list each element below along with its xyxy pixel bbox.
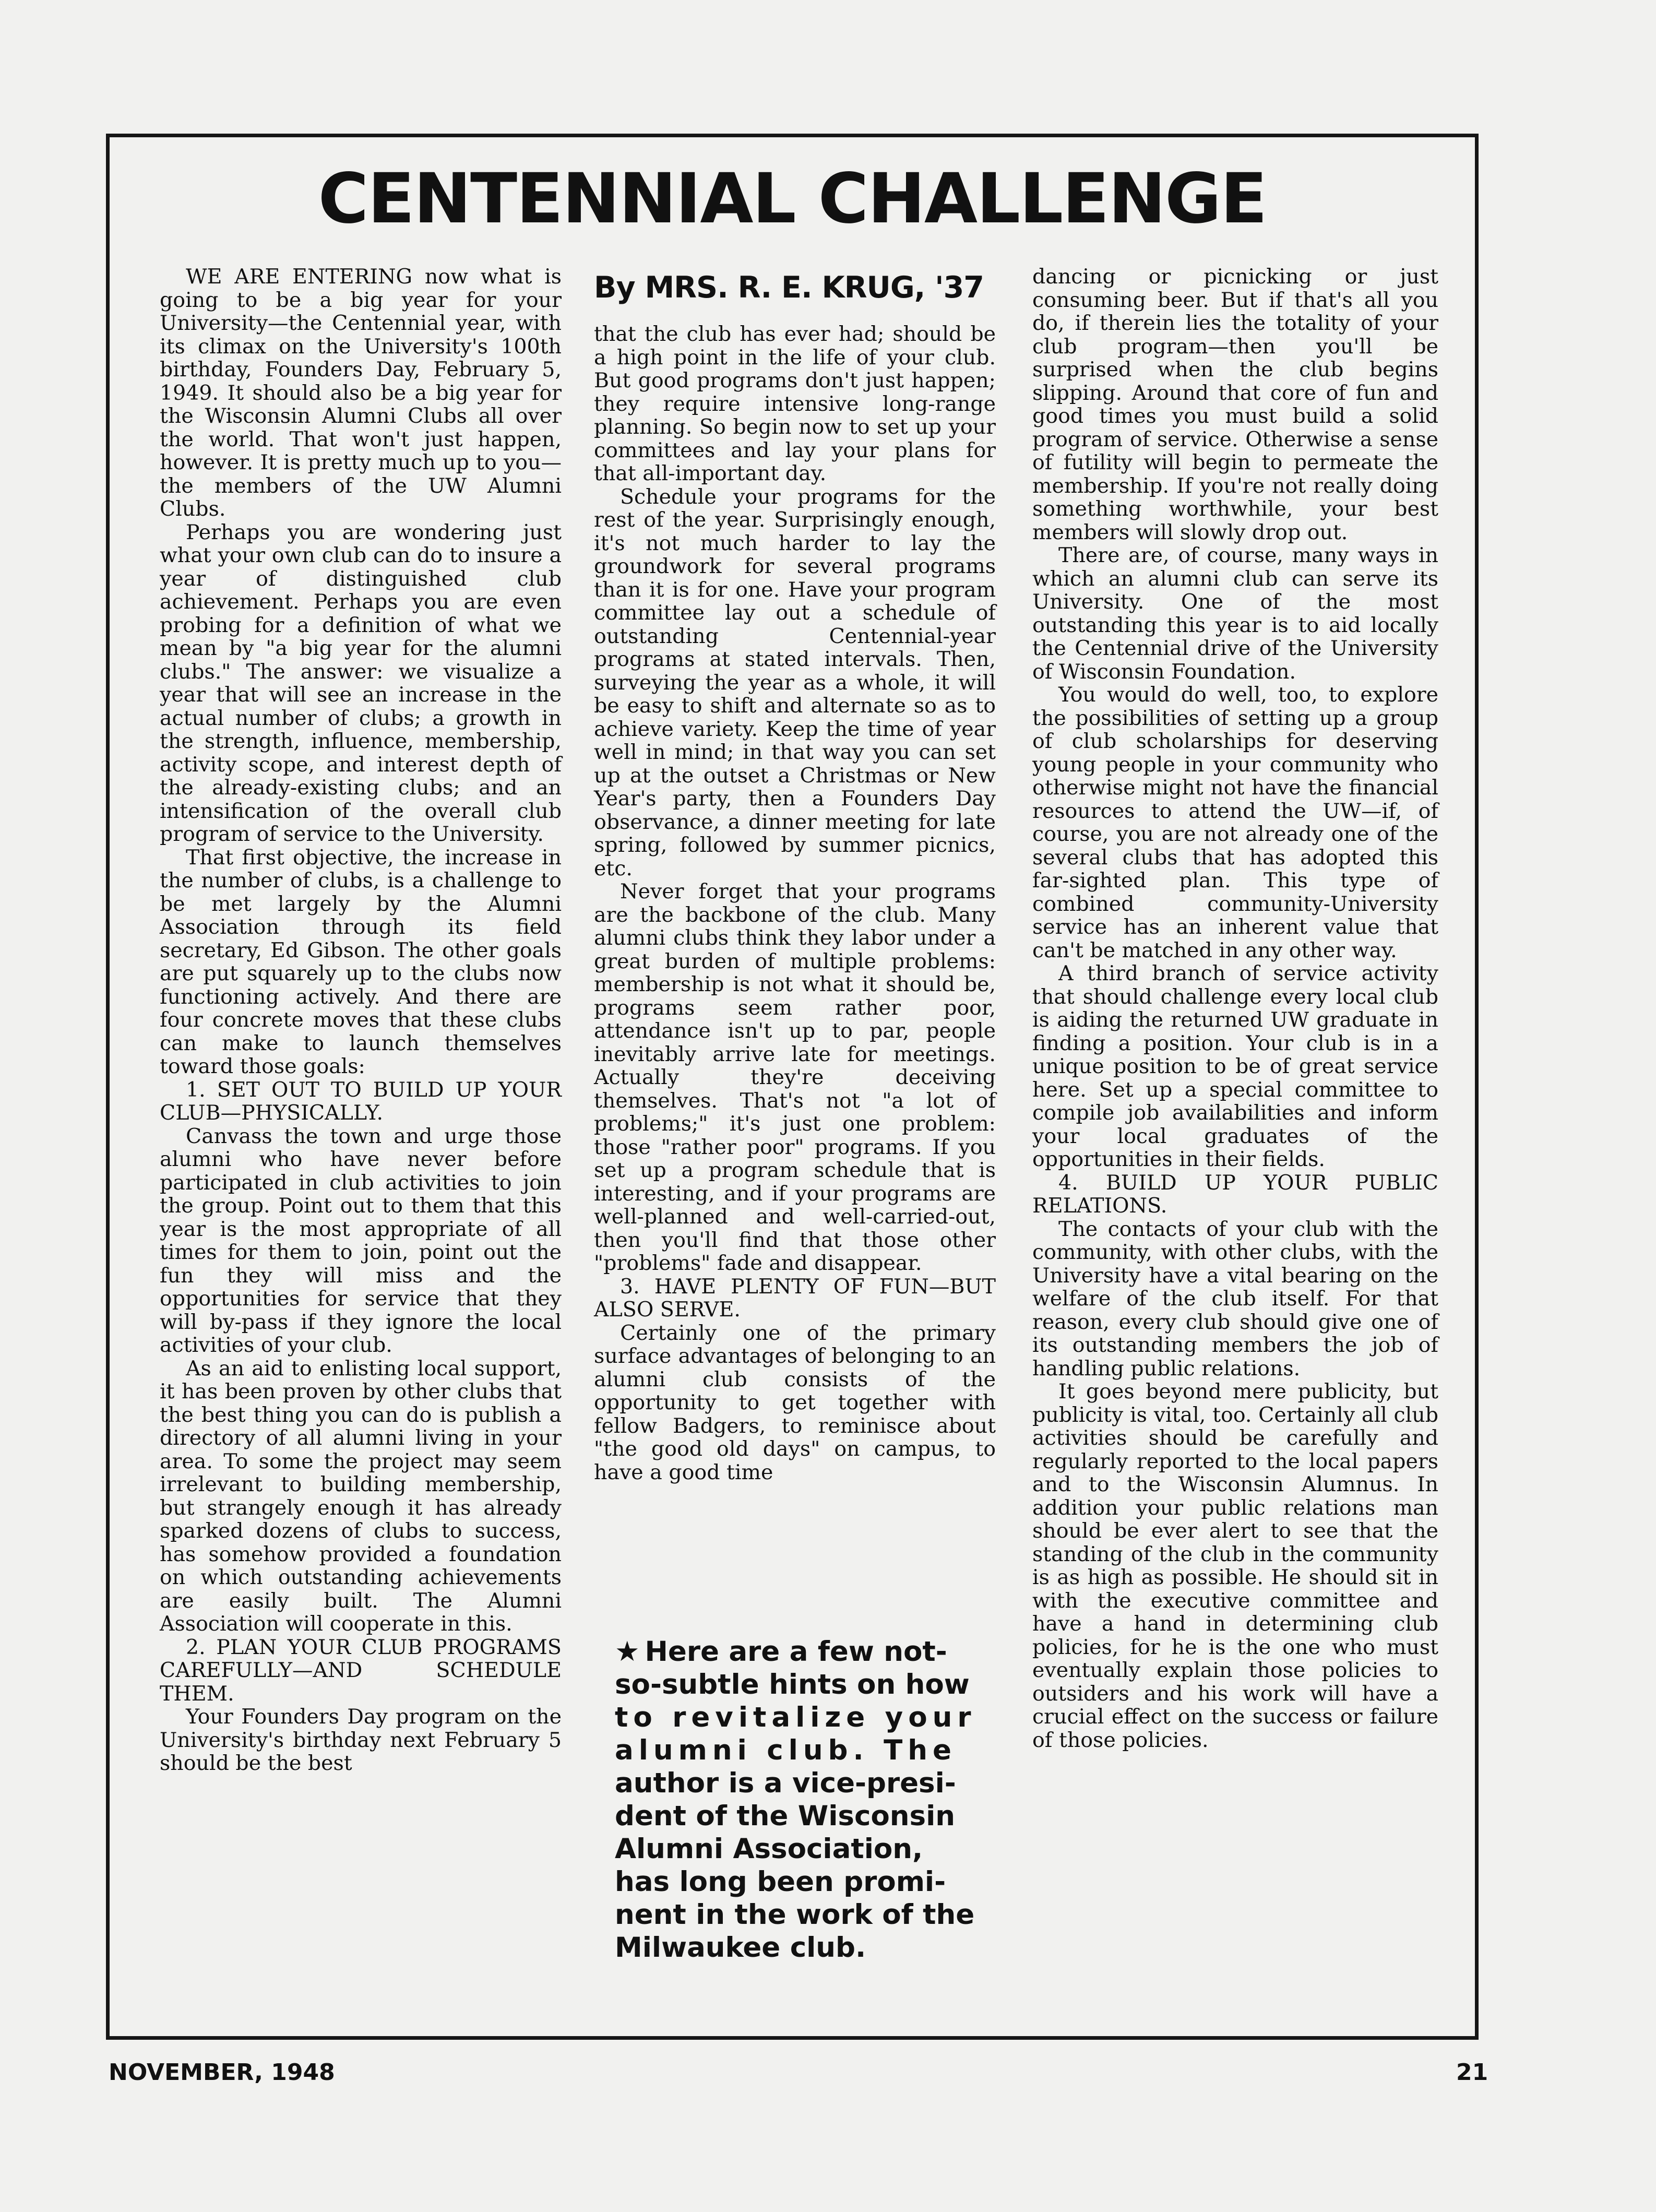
callout-line: to revitalize your (615, 1702, 976, 1733)
paragraph: Certainly one of the primary surface advantages of belonging to an alumni club consists of the opportunity to get together with fellow Badgers, to reminisce about "the good old days" on campus, to have a good time (594, 1321, 996, 1484)
article-frame (106, 134, 1479, 2040)
paragraph: that the club has ever had; should be a high point in the life of your club. But good programs don't just happen; they require intensive long-range planning. So begin now to set up your committees and lay your plans for that all-important day. (594, 322, 996, 485)
paragraph: It goes beyond mere publicity, but publicity is vital, too. Certainly all club activities should be carefully and regularly reported to the local papers and to the Wisconsin Alumnus. In addition your public relations man should be ever alert to see that the standing of the club in the community is as high as possible. He should sit in with the executive committee and have a hand in determining club policies, for he is the one who must eventually explain those policies to outsiders and his work will have a crucial effect on the success or failure of those policies. (1032, 1379, 1438, 1752)
callout-line: has long been promi- (615, 1866, 946, 1898)
paragraph: Never forget that your programs are the backbone of the club. Many alumni clubs think they labor under a great burden of multiple problems: membership is not what it should be, programs seem rather poor, attendance isn't up to par, people inevitably arrive late for meetings. Actually they're deceiving themselves. That's not "a lot of problems;" it's just one problem: those "rather poor" programs. If you set up a program schedule that is interesting, and if your programs are well-planned and well-carried-out, then you'll find that those other "problems" fade and disappear. (594, 879, 996, 1275)
section-heading: 2. PLAN YOUR CLUB PROGRAMS CAREFULLY—AND SCHEDULE THEM. (160, 1635, 562, 1706)
star-icon: ★ (615, 1636, 640, 1668)
callout-line: Alumni Association, (615, 1833, 923, 1865)
callout-line: Milwaukee club. (615, 1932, 866, 1964)
page-number: 21 (1456, 2059, 1488, 2086)
paragraph: Your Founders Day program on the University's birthday next February 5 should be the best (160, 1705, 562, 1775)
callout-line: nent in the work of the (615, 1899, 975, 1931)
section-heading: 4. BUILD UP YOUR PUBLIC RELATIONS. (1032, 1170, 1438, 1218)
paragraph: There are, of course, many ways in which an alumni club can serve its University. One of the most outstanding this year is to aid locally the Centennial drive of the University of Wisconsin Foundation. (1032, 543, 1438, 684)
callout-line: so-subtle hints on how (615, 1669, 970, 1700)
author-byline: By MRS. R. E. KRUG, '37 (594, 270, 984, 305)
paragraph: WE ARE ENTERING now what is going to be a big year for your University—the Centennial year, with its climax on the University's 100th birthday, Founders Day, February 5, 1949. It should also be a big year for the Wisconsin Alumni Clubs all over the world. That won't just happen, however. It is pretty much up to you—the members of the UW Alumni Clubs. (160, 265, 562, 521)
article-column-2 (594, 270, 996, 1484)
article-column-3 (1032, 265, 1438, 1752)
section-heading: 3. HAVE PLENTY OF FUN—BUT ALSO SERVE. (594, 1274, 996, 1322)
paragraph: The contacts of your club with the community, with other clubs, with the University have a vital bearing on the welfare of the club itself. For that reason, every club should give one of its outstanding members the job of handling public relations. (1032, 1217, 1438, 1381)
issue-date: NOVEMBER, 1948 (109, 2059, 335, 2086)
paragraph: dancing or picnicking or just consuming beer. But if that's all you do, if therein lies the totality of your club program—then you'll be surprised when the club begins slipping. Around that core of fun and good times you must build a solid program of service. Otherwise a sense of futility will begin to permeate the membership. If you're not really doing something worthwhile, your best members will slowly drop out. (1032, 265, 1438, 544)
paragraph: Canvass the town and urge those alumni who have never before participated in club activities to join the group. Point out to them that this year is the most appropriate of all times for them to join, point out the fun they will miss and the opportunities for service that they will by-pass if they ignore the local activities of your club. (160, 1124, 562, 1357)
author-note-callout (615, 1635, 991, 1964)
callout-line: ★ Here are a few not- (615, 1636, 947, 1668)
paragraph: Perhaps you are wondering just what your own club can do to insure a year of distinguished club achievement. Perhaps you are even probing for a definition of what we mean by "a big year for the alumni clubs." The answer: we visualize a year that will see an increase in the actual number of clubs; a growth in the strength, influence, membership, activity scope, and interest depth of the already-existing clubs; and an intensification of the overall club program of service to the University. (160, 520, 562, 846)
callout-line: dent of the Wisconsin (615, 1800, 955, 1832)
paragraph: You would do well, too, to explore the possibilities of setting up a group of club scholarships for deserving young people in your community who otherwise might not have the financial resources to attend the UW—if, of course, you are not already one of the several clubs that has adopted this far-sighted plan. This type of combined community-University service has an inherent value that can't be matched in any other way. (1032, 683, 1438, 962)
section-heading: 1. SET OUT TO BUILD UP YOUR CLUB—PHYSICALLY. (160, 1077, 562, 1125)
article-column-1 (160, 265, 562, 1775)
callout-line: alumni club. The (615, 1734, 957, 1766)
paragraph: Schedule your programs for the rest of the year. Surprisingly enough, it's not much harder to lay the groundwork for several programs than it is for one. Have your program committee lay out a schedule of outstanding Centennial-year programs at stated intervals. Then, surveying the year as a whole, it will be easy to shift and alternate so as to achieve variety. Keep the time of year well in mind; in that way you can set up at the outset a Christmas or New Year's party, then a Founders Day observance, a dinner meeting for late spring, followed by summer picnics, etc. (594, 484, 996, 881)
callout-line: author is a vice-presi- (615, 1767, 956, 1799)
article-headline: CENTENNIAL CHALLENGE (318, 159, 1267, 239)
paragraph: A third branch of service activity that should challenge every local club is aiding the returned UW graduate in finding a position. Your club is in a unique position to be of great service here. Set up a special committee to compile job availabilities and inform your local graduates of the opportunities in their fields. (1032, 961, 1438, 1171)
paragraph: That first objective, the increase in the number of clubs, is a challenge to be met largely by the Alumni Association through its field secretary, Ed Gibson. The other goals are put squarely up to the clubs now functioning actively. And there are four concrete moves that these clubs can make to launch themselves toward those goals: (160, 845, 562, 1078)
paragraph: As an aid to enlisting local support, it has been proven by other clubs that the best thing you can do is publish a directory of all alumni living in your area. To some the project may seem irrelevant to building membership, but strangely enough it has already sparked dozens of clubs to success, has somehow provided a foundation on which outstanding achievements are easily built. The Alumni Association will cooperate in this. (160, 1356, 562, 1636)
